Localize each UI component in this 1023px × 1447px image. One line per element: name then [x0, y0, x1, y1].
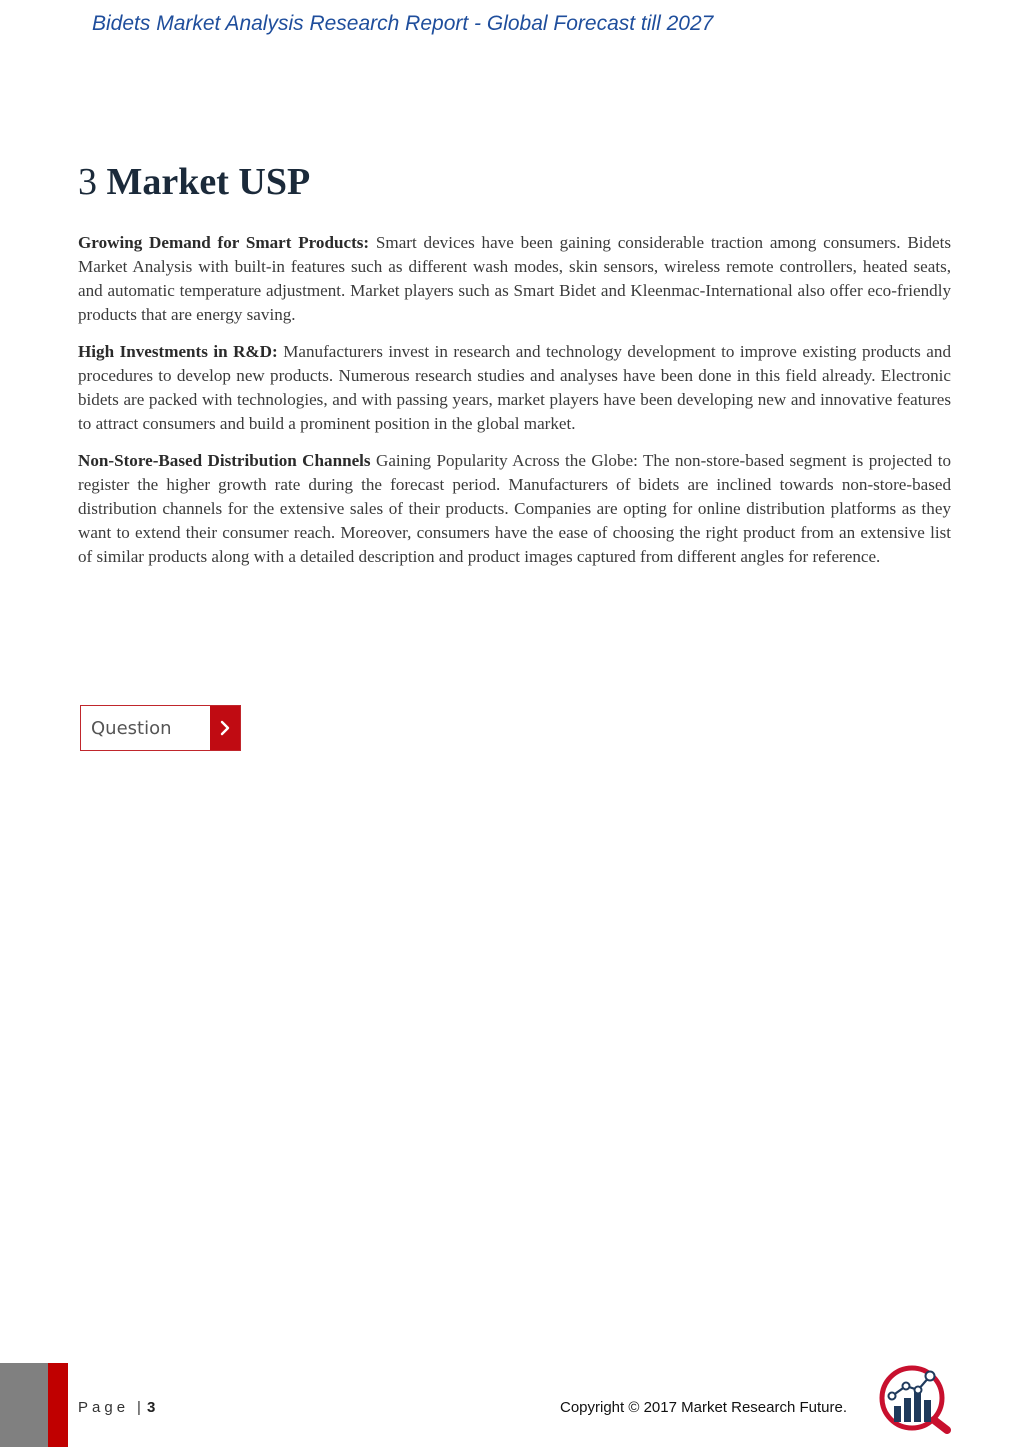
footer-accent-red: [48, 1363, 68, 1447]
chevron-right-icon: [210, 706, 240, 750]
page-separator: |: [137, 1399, 141, 1416]
section-title: Market USP: [106, 161, 311, 203]
question-button-label: Question: [91, 717, 172, 739]
paragraph-text: Manufacturers invest in research and technology development to improve existing products and procedures to develop new products. Numerous research studies and analyses have been done in this field already. Electronic bidets are packed with technologies, and with passing years, market players have been developing new and innovative features to attract consumers and build a prominent position in the global market.: [78, 342, 951, 433]
paragraph-distribution-channels: [78, 449, 951, 569]
page-number: 3: [147, 1399, 156, 1416]
market-research-future-logo-icon: [876, 1364, 952, 1434]
section-number: 3: [78, 161, 97, 203]
header-title: Bidets Market Analysis Research Report - Global Forecast till 2027: [92, 12, 714, 35]
copyright-text: Copyright © 2017 Market Research Future.: [560, 1399, 848, 1416]
question-button[interactable]: [80, 705, 241, 751]
paragraph-text: Smart devices have been gaining considerable traction among consumers. Bidets Market Analysis with built-in features such as different wash modes, skin sensors, wireless remote controllers, heated seats, and automatic temperature adjustment. Market players such as Smart Bidet and Kleenmac-International also offer eco-friendly products that are energy saving.: [78, 233, 951, 324]
paragraph-lead: Growing Demand for Smart Products:: [78, 233, 370, 252]
paragraph-smart-products: [78, 231, 951, 327]
paragraph-rnd-investments: [78, 340, 951, 436]
page-label: Page: [78, 1399, 130, 1416]
section-heading: [78, 160, 310, 204]
footer-accent-gray: [0, 1363, 48, 1447]
paragraph-lead: High Investments in R&D:: [78, 342, 278, 361]
content-body: [78, 231, 951, 582]
paragraph-lead: Non-Store-Based Distribution Channels: [78, 451, 371, 470]
paragraph-text: Gaining Popularity Across the Globe: The non-store-based segment is projected to register the higher growth rate during the forecast period. Manufacturers of bidets are inclined towards non-store-based distribution channels for the extensive sales of their products. Companies are opting for online distribution platforms as they want to extend their consumer reach. Moreover, consumers have the ease of choosing the right product from an extensive list of similar products along with a detailed description and product images captured from different angles for reference.: [78, 451, 951, 566]
